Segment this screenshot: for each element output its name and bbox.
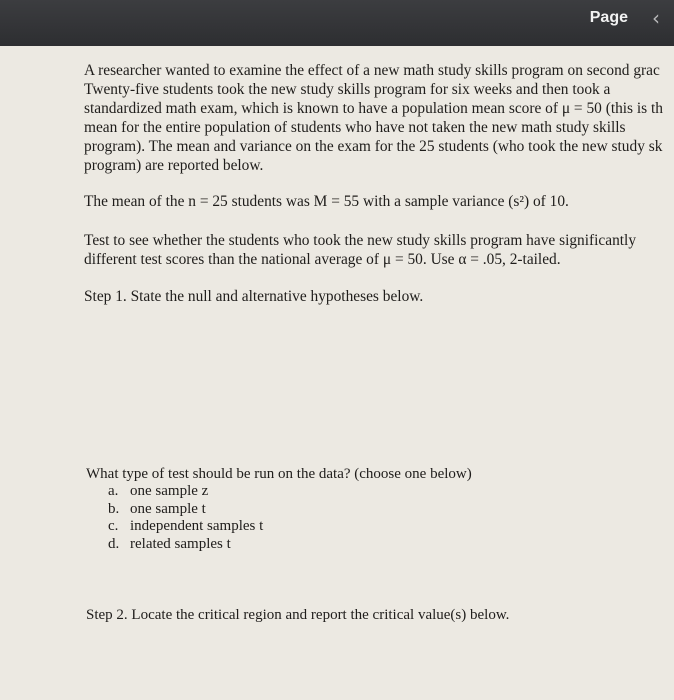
option-a[interactable]	[108, 483, 263, 501]
option-d[interactable]	[108, 536, 263, 554]
step2-heading: Step 2. Locate the critical region and report the critical value(s) below.	[86, 607, 510, 623]
stats-line: The mean of the n = 25 students was M = 55 with a sample variance (s²) of 10.	[84, 193, 569, 210]
top-toolbar	[0, 0, 674, 46]
option-text: independent samples t	[130, 518, 264, 534]
page-label: Page	[589, 9, 628, 26]
question-prompt: What type of test should be run on the data? (choose one below)	[86, 466, 472, 482]
option-letter: d.	[108, 535, 120, 552]
intro-line: A researcher wanted to examine the effect of a new math study skills program on second grac	[84, 62, 660, 79]
intro-line: program). The mean and variance on the exam for the 25 students (who took the new study sk	[84, 138, 663, 155]
option-text: one sample t	[130, 500, 206, 517]
option-text: related samples t	[130, 535, 231, 552]
option-b[interactable]	[108, 501, 263, 519]
intro-line: mean for the entire population of students who have not taken the new math study skills	[84, 119, 626, 136]
intro-line: standardized math exam, which is known to have a population mean score of μ = 50 (this is th	[84, 100, 663, 117]
intro-line: Twenty-five students took the new study skills program for six weeks and then took a	[84, 81, 611, 98]
option-letter: a.	[108, 483, 119, 499]
intro-line: program) are reported below.	[84, 157, 264, 174]
option-c[interactable]	[108, 518, 263, 536]
option-letter: c.	[108, 518, 119, 534]
test-prompt-line: different test scores than the national average of μ = 50. Use α = .05, 2-tailed.	[84, 251, 561, 268]
test-prompt-line: Test to see whether the students who took the new study skills program have significantly	[84, 232, 637, 249]
chevron-left-icon[interactable]: ‹	[652, 6, 660, 30]
step1-heading: Step 1. State the null and alternative hypotheses below.	[84, 288, 424, 305]
option-letter: b.	[108, 500, 120, 517]
option-text: one sample z	[130, 483, 209, 499]
answer-options	[108, 483, 263, 553]
